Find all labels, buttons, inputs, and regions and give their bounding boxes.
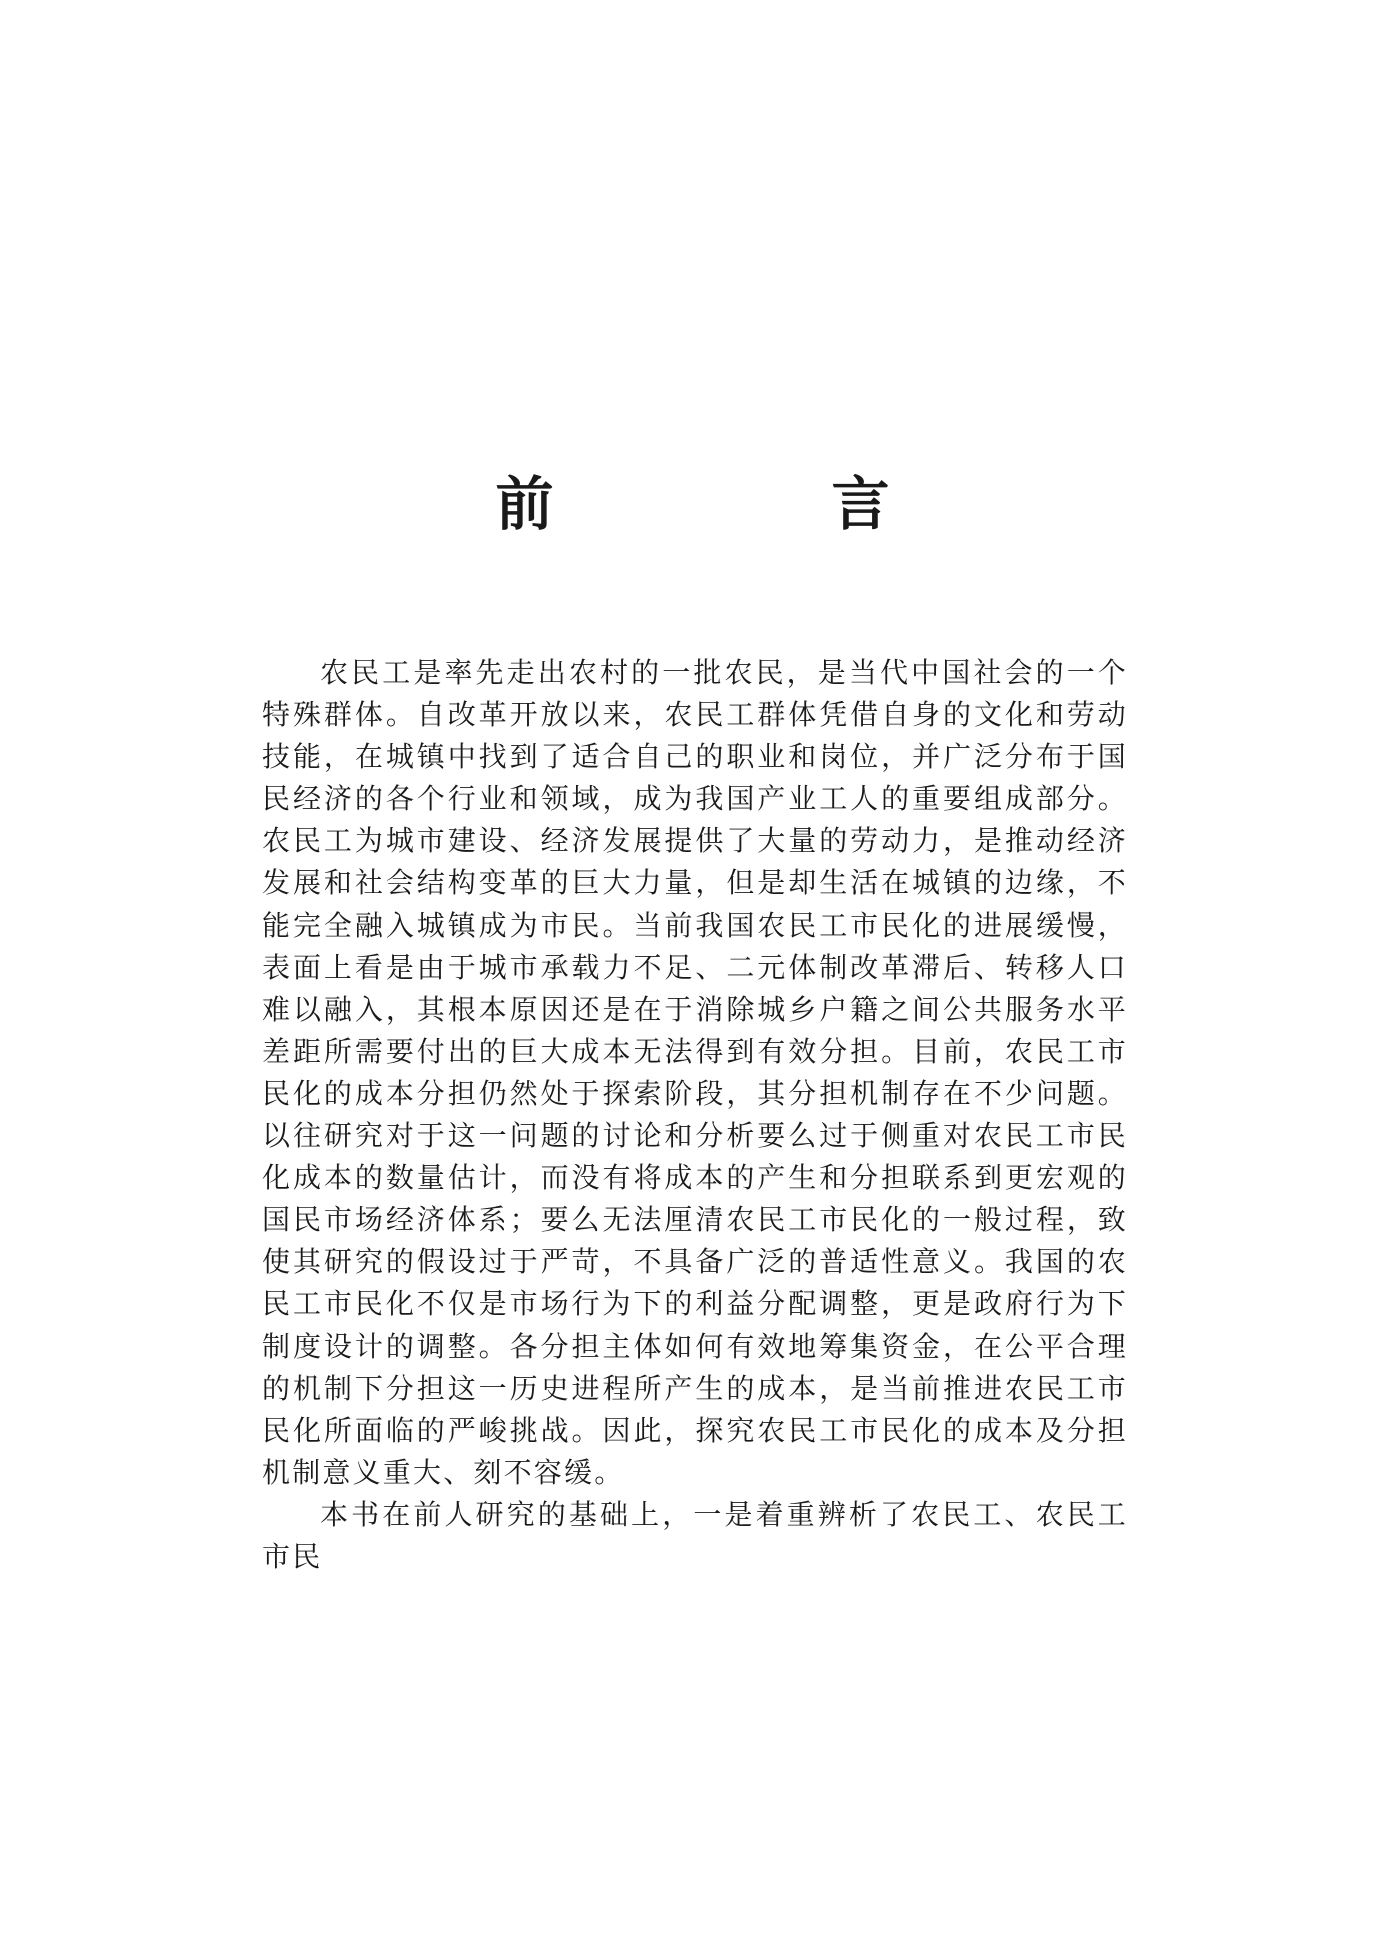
body-text: [262, 652, 1128, 1578]
page-title: 前 言: [495, 469, 1000, 538]
paragraph-1: 农民工是率先走出农村的一批农民，是当代中国社会的一个特殊群体。自改革开放以来，农民工群体凭借自身的文化和劳动技能，在城镇中找到了适合自己的职业和岗位，并广泛分布于国民经济的各个行业和领域，成为我国产业工人的重要组成部分。农民工为城市建设、经济发展提供了大量的劳动力，是推动经济发展和社会结构变革的巨大力量，但是却生活在城镇的边缘，不能完全融入城镇成为市民。当前我国农民工市民化的进展缓慢，表面上看是由于城市承载力不足、二元体制改革滞后、转移人口难以融入，其根本原因还是在于消除城乡户籍之间公共服务水平差距所需要付出的巨大成本无法得到有效分担。目前，农民工市民化的成本分担仍然处于探索阶段，其分担机制存在不少问题。以往研究对于这一问题的讨论和分析要么过于侧重对农民工市民化成本的数量估计，而没有将成本的产生和分担联系到更宏观的国民市场经济体系；要么无法厘清农民工市民化的一般过程，致使其研究的假设过于严苛，不具备广泛的普适性意义。我国的农民工市民化不仅是市场行为下的利益分配调整，更是政府行为下制度设计的调整。各分担主体如何有效地筹集资金，在公平合理的机制下分担这一历史进程所产生的成本，是当前推进农民工市民化所面临的严峻挑战。因此，探究农民工市民化的成本及分担机制意义重大、刻不容缓。: [262, 656, 1128, 1489]
paragraph-2: 本书在前人研究的基础上，一是着重辨析了农民工、农民工市民: [262, 1497, 1128, 1573]
